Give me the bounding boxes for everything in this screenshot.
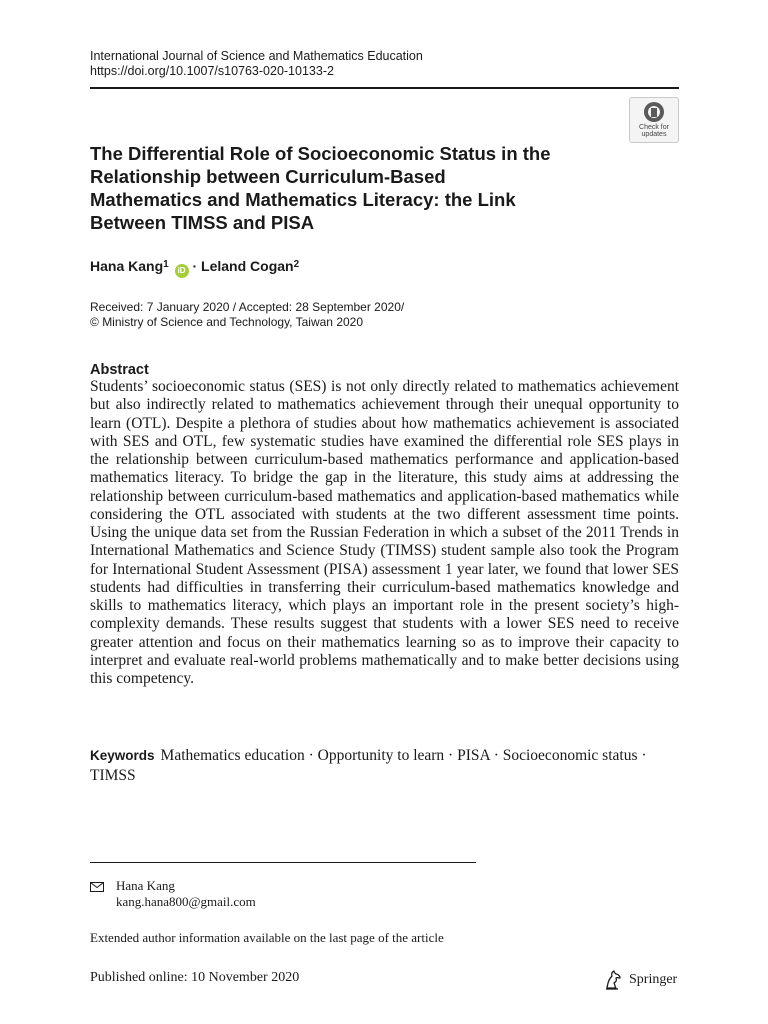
- springer-logo: [604, 970, 677, 992]
- check-for-updates-badge[interactable]: [629, 97, 679, 143]
- envelope-icon: [90, 882, 104, 892]
- keywords-label: Keywords: [90, 748, 155, 763]
- affiliation-marker: 2: [293, 259, 300, 270]
- journal-name: International Journal of Science and Mathematics Education: [90, 49, 423, 63]
- corresponding-author-name: Hana Kang: [116, 878, 175, 893]
- article-dates: Received: 7 January 2020 / Accepted: 28 September 2020/: [90, 300, 405, 314]
- article-title: The Differential Role of Socioeconomic Status in the Relationship between Curriculum-Based Mathematics and Mathematics Literacy: the Link Between TIMSS and PISA: [90, 143, 551, 233]
- author-name: Leland Cogan: [201, 258, 294, 274]
- affiliation-marker: 1: [163, 259, 169, 270]
- badge-line1: Check for: [639, 124, 669, 131]
- orcid-icon[interactable]: iD: [175, 264, 189, 278]
- keywords-text: Mathematics education · Opportunity to learn · PISA · Socioeconomic status · TIMSS: [90, 747, 647, 784]
- abstract-text: Students’ socioeconomic status (SES) is not only directly related to mathematics achievement but also indirectly related to mathematics achievement through their unequal opportunity to learn (OTL). Despite a plethora of studies about how mathematics achievement is associated with SES and OTL, few systematic studies have examined the differential role SES plays in the relationship between curriculum-based mathematics performance and application-based mathematics literacy. To bridge the gap in the literature, this study aims at addressing the relationship between curriculum-based mathematics and application-based mathematics while considering the OTL associated with students at the two different assessment time points. Using the unique data set from the Russian Federation in which a subset of the 2011 Trends in International Mathematics and Science Study (TIMSS) student sample also took the Program for International Student Assessment (PISA) assessment 1 year later, we found that lower SES students had difficulties in transferring their curriculum-based mathematics knowledge and skills to mathematics literacy, which plays an important role in the present society’s high-complexity demands. These results suggest that students with a lower SES need to receive greater attention and focus on their mathematics learning so as to improve their capacity to interpret and evaluate real-world problems mathematically and to make better decisions using this competency.: [90, 378, 679, 687]
- corresponding-author-email[interactable]: kang.hana800@gmail.com: [116, 894, 256, 909]
- abstract-heading: Abstract: [90, 362, 149, 378]
- footnote-rule: [90, 862, 476, 863]
- publisher-name: Springer: [629, 972, 678, 987]
- published-date: Published online: 10 November 2020: [90, 970, 300, 985]
- header-rule: [90, 87, 679, 89]
- extended-author-info: Extended author information available on the last page of the article: [90, 930, 444, 945]
- badge-line2: updates: [641, 131, 667, 138]
- crossmark-icon: [643, 101, 665, 123]
- keywords: [90, 746, 679, 786]
- doi-link[interactable]: https://doi.org/10.1007/s10763-020-10133-2: [90, 64, 334, 78]
- copyright-icon: ©: [90, 315, 99, 329]
- copyright-text: Ministry of Science and Technology, Taiwan 2020: [102, 315, 364, 329]
- springer-horse-icon: [604, 970, 622, 990]
- copyright-line: [90, 315, 363, 330]
- author-separator: ·: [192, 258, 198, 274]
- author-list: [90, 257, 299, 278]
- author-name: Hana Kang: [90, 258, 164, 274]
